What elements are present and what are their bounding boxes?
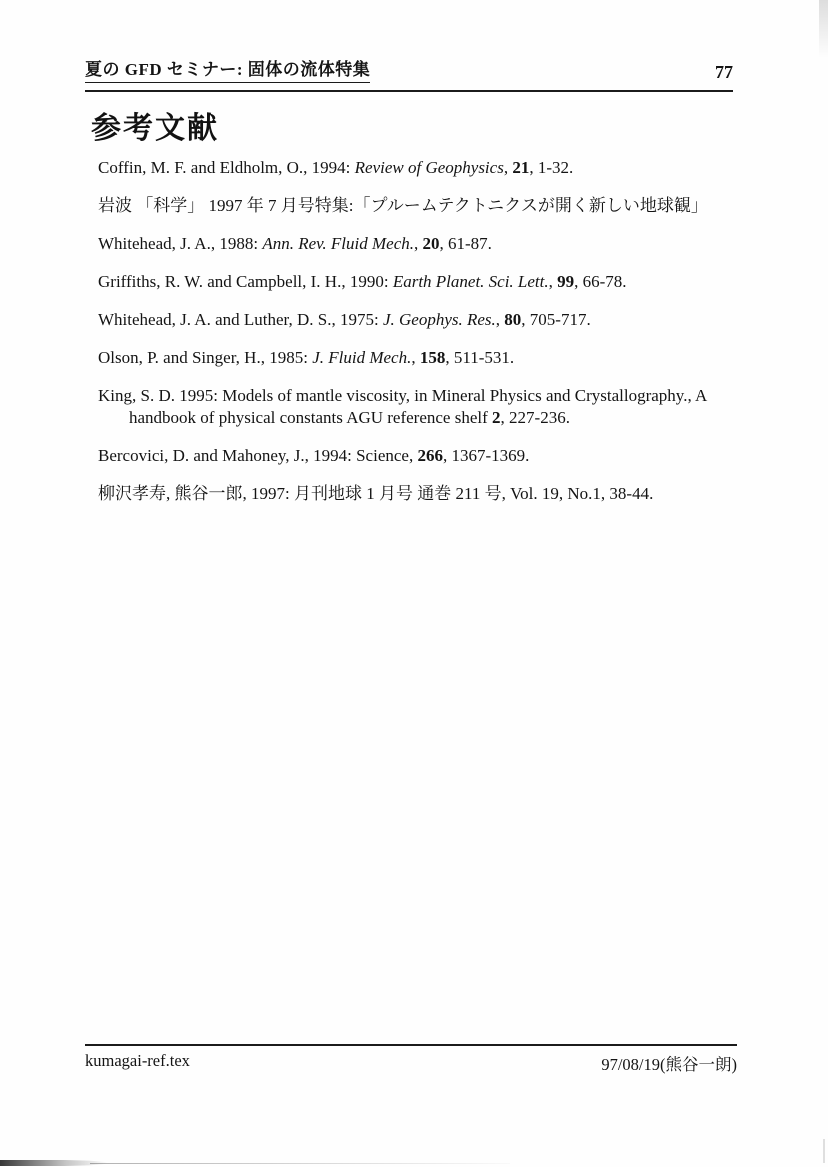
reference-line: Griffiths, R. W. and Campbell, I. H., 1990: Earth Planet. Sci. Lett., 99, 66-78. <box>98 272 627 291</box>
reference-line: Bercovici, D. and Mahoney, J., 1994: Science, 266, 1367-1369. <box>98 446 530 465</box>
footer-filename: kumagai-ref.tex <box>85 1051 190 1070</box>
page-number: 77 <box>715 62 733 82</box>
reference-item <box>85 347 785 369</box>
reference-item <box>85 233 785 255</box>
reference-line: Coffin, M. F. and Eldholm, O., 1994: Review of Geophysics, 21, 1-32. <box>98 158 574 177</box>
reference-item <box>85 385 785 429</box>
scan-artifact <box>90 1163 510 1164</box>
scan-artifact <box>819 0 828 58</box>
reference-item <box>85 483 785 505</box>
references-list <box>85 157 785 521</box>
reference-line: 岩波 「科学」 1997 年 7 月号特集:「プルームテクトニクスが開く新しい地球観」 <box>98 196 708 215</box>
reference-item <box>85 195 785 217</box>
reference-item <box>85 309 785 331</box>
reference-line: 柳沢孝寿, 熊谷一郎, 1997: 月刊地球 1 月号 通巻 211 号, Vol. 19, No.1, 38-44. <box>98 484 654 503</box>
page-header <box>85 55 733 92</box>
reference-line: Whitehead, J. A. and Luther, D. S., 1975: J. Geophys. Res., 80, 705-717. <box>98 310 591 329</box>
reference-line: Whitehead, J. A., 1988: Ann. Rev. Fluid Mech., 20, 61-87. <box>98 234 492 253</box>
reference-line: handbook of physical constants AGU reference shelf 2, 227-236. <box>129 408 570 427</box>
reference-item <box>85 271 785 293</box>
footer-date-author: 97/08/19(熊谷一朗) <box>601 1055 737 1074</box>
page-footer <box>85 1044 737 1075</box>
running-header-title: 夏の GFD セミナー: 固体の流体特集 <box>85 55 370 83</box>
section-title: 参考文献 <box>91 112 219 145</box>
reference-line: Olson, P. and Singer, H., 1985: J. Fluid Mech., 158, 511-531. <box>98 348 515 367</box>
scan-artifact <box>823 1139 825 1163</box>
reference-item <box>85 157 785 179</box>
reference-item <box>85 445 785 467</box>
reference-line: King, S. D. 1995: Models of mantle viscosity, in Mineral Physics and Crystallography., A <box>98 386 708 405</box>
